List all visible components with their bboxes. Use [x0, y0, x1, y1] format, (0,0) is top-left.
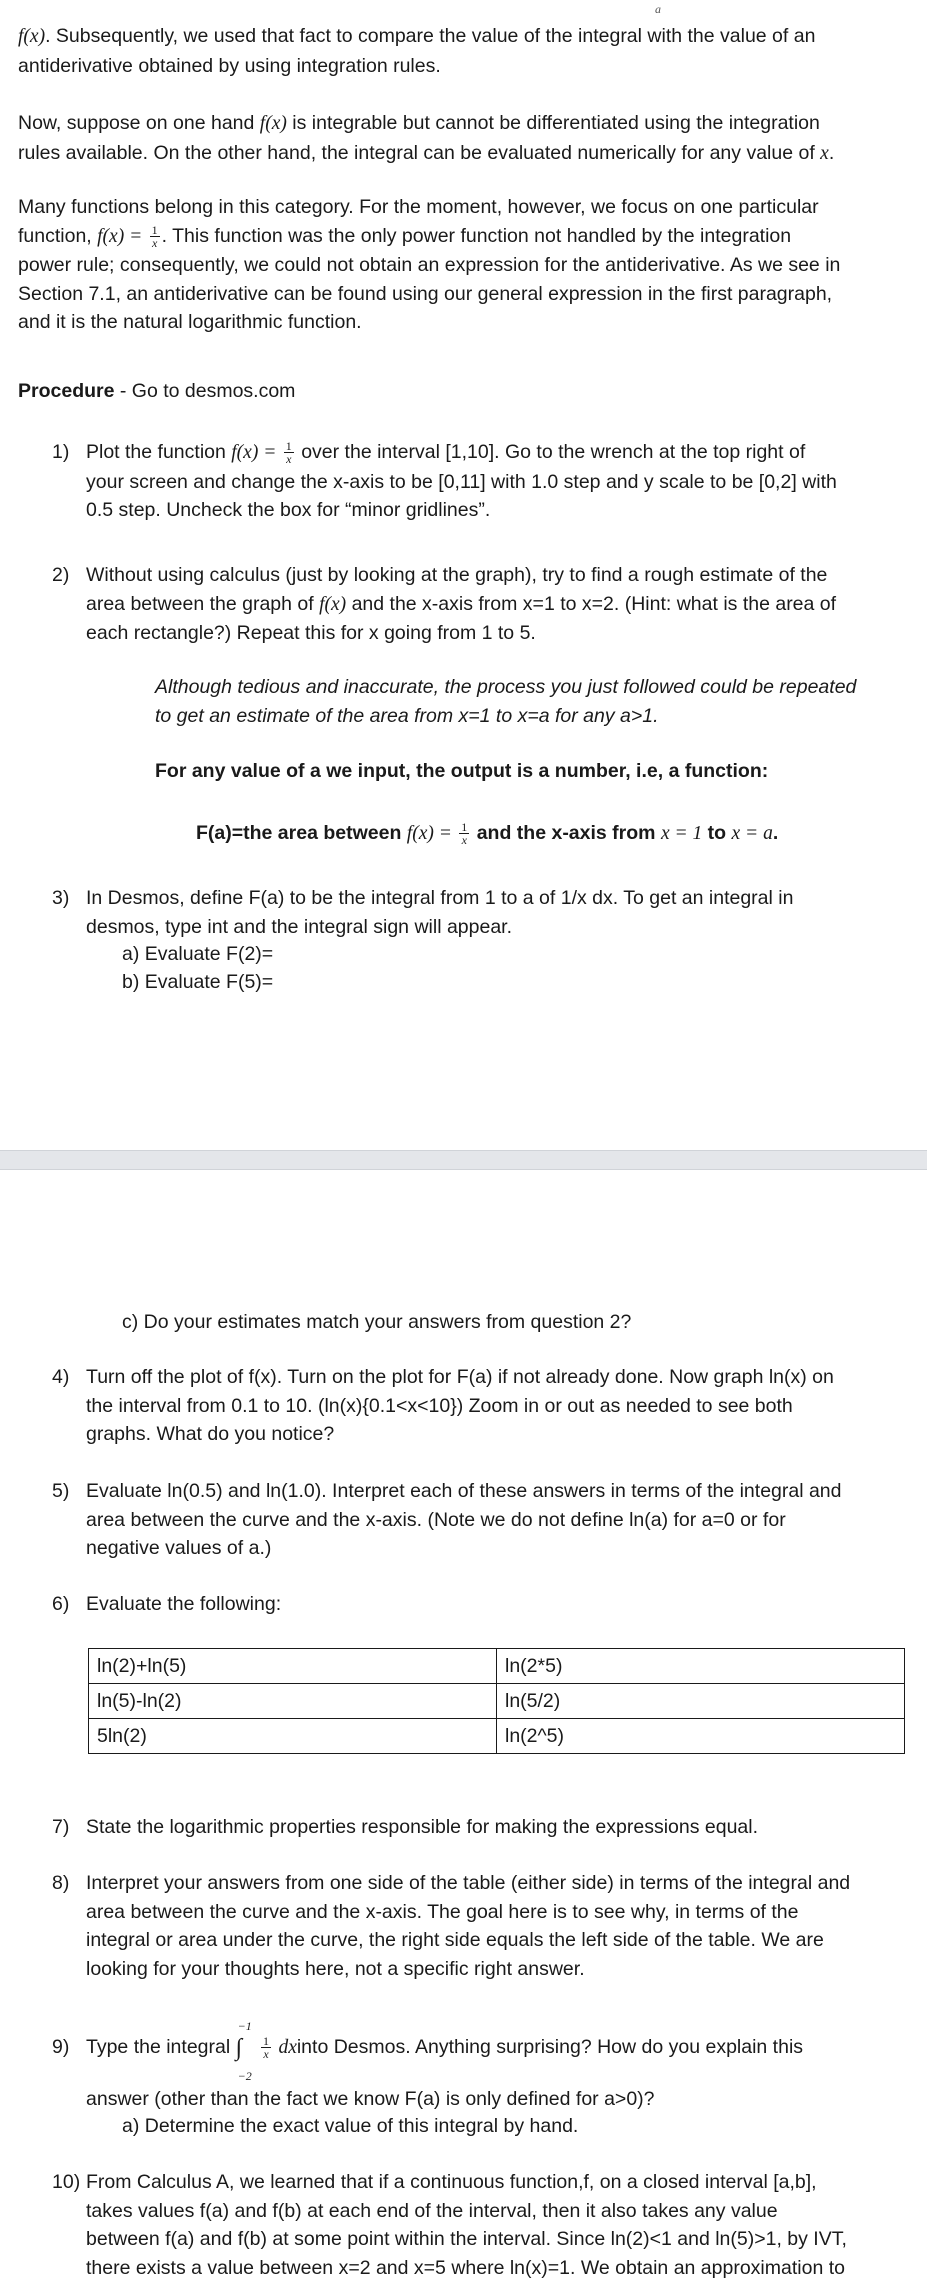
integral-sign-icon: −1 ∫ −2 — [235, 2018, 252, 2083]
table-cell: ln(5/2) — [497, 1684, 905, 1719]
item-1: Plot the function f(x) = $\frac{1}{x}$ over the interval [1,10]. Go to the wrench at the top right of your screen and change the x-axis to be [0,11] with 1.0 step and y scale to be [0,2] with 0.5 step. Uncheck the box for “minor gridlines”. — [86, 439, 837, 521]
item-9a: a) Determine the exact value of this integral by hand. — [122, 2115, 579, 2137]
paragraph-category: Many functions belong in this category. For the moment, however, we focus on one particular function, f(x) = $\frac{1}{x}$ . This function was the only power function not handled by the integration power rule; consequently, we could not obtain an expression for the antiderivative. As we see in Section 7.1, an antiderivative can be found using our general expression in the first paragraph, and it is the natural logarithmic function. — [18, 196, 841, 333]
item-3a: a) Evaluate F(2)= — [122, 943, 274, 965]
table-cell: ln(2*5) — [497, 1649, 905, 1684]
integral-limit-fragment: a — [655, 2, 661, 16]
fraction-one-over-x: $\frac{1}{x}$ — [285, 439, 292, 467]
item-7-number: 7) — [52, 1816, 70, 1838]
fraction-one-over-x: $\frac{1}{x}$ — [151, 222, 158, 250]
note-tedious: Although tedious and inaccurate, the process you just followed could be repeated to get an estimate of the area from x=1 to x=a for any a>1. — [155, 676, 857, 727]
item-2-number: 2) — [52, 564, 70, 586]
table-cell: 5ln(2) — [89, 1719, 497, 1754]
table-cell: ln(2)+ln(5) — [89, 1649, 497, 1684]
item-5: Evaluate ln(0.5) and ln(1.0). Interpret each of these answers in terms of the integral and area between the curve and the x-axis. (Note we do not define ln(a) for a=0 or for negative values of a.) — [86, 1480, 842, 1559]
item-8-number: 8) — [52, 1872, 70, 1894]
intro-paragraph: f(x). Subsequently, we used that fact to compare the value of the integral with the value of an antiderivative obtained by using integration rules. — [18, 25, 816, 77]
item-7: State the logarithmic properties responsible for making the expressions equal. — [86, 1816, 759, 1838]
item-3-number: 3) — [52, 887, 70, 909]
table-row — [89, 1684, 905, 1719]
item-4: Turn off the plot of f(x). Turn on the plot for F(a) if not already done. Now graph ln(x) on the interval from 0.1 to 10. (ln(x){0.1<x<10}) Zoom in or out as needed to see both graphs. What do you notice? — [86, 1366, 834, 1445]
log-properties-table — [88, 1648, 905, 1754]
item-2: Without using calculus (just by looking at the graph), try to find a rough estimate of the area between the graph of f(x) and the x-axis from x=1 to x=2. (Hint: what is the area of each rectangle?) Repeat this for x going from 1 to 5. — [86, 564, 837, 644]
fraction-one-over-x: $\frac{1}{x}$ — [263, 2034, 270, 2062]
item-4-number: 4) — [52, 1366, 70, 1388]
definition-F-of-a: F(a)=the area between f(x) = $\frac{1}{x}$ and the x-axis from x = 1 to x = a. — [196, 820, 779, 848]
item-6: Evaluate the following: — [86, 1593, 282, 1615]
item-9: Type the integral −1 ∫ −2 $\frac{1}{x}$ dxinto Desmos. Anything surprising? How do you explain this — [86, 2018, 804, 2083]
item-10-number: 10) — [52, 2171, 81, 2193]
procedure-heading: Procedure - Go to desmos.com — [18, 380, 296, 402]
paragraph-integrable: Now, suppose on one hand f(x) is integrable but cannot be differentiated using the integration rules available. On the other hand, the integral can be evaluated numerically for any value of x. — [18, 112, 835, 164]
table-cell: ln(2^5) — [497, 1719, 905, 1754]
item-3b: b) Evaluate F(5)= — [122, 971, 274, 993]
table-row — [89, 1649, 905, 1684]
item-3: In Desmos, define F(a) to be the integral from 1 to a of 1/x dx. To get an integral in desmos, type int and the integral sign will appear. — [86, 887, 794, 938]
item-5-number: 5) — [52, 1480, 70, 1502]
item-8: Interpret your answers from one side of the table (either side) in terms of the integral and area between the curve and the x-axis. The goal here is to see why, in terms of the integral or area under the curve, the right side equals the left side of the table. We are looking for your thoughts here, not a specific right answer. — [86, 1872, 851, 1980]
item-10: From Calculus A, we learned that if a continuous function,f, on a closed interval [a,b], takes values f(a) and f(b) at each end of the interval, then it also takes any value between f(a) and f(b) at some point within the interval. Since ln(2)<1 and ln(5)>1, by IVT, there exists a value between x=2 and x=5 where ln(x)=1. We obtain an approximation to — [86, 2171, 847, 2279]
fraction-one-over-x: $\frac{1}{x}$ — [461, 820, 468, 848]
function-statement: For any value of a we input, the output is a number, i.e, a function: — [155, 760, 769, 782]
item-9-line-2: answer (other than the fact we know F(a) is only defined for a>0)? — [86, 2088, 655, 2110]
item-3c: c) Do your estimates match your answers from question 2? — [122, 1311, 632, 1333]
table-cell: ln(5)-ln(2) — [89, 1684, 497, 1719]
item-1-number: 1) — [52, 441, 70, 463]
item-6-number: 6) — [52, 1593, 70, 1615]
page-break — [0, 1150, 927, 1170]
table-row — [89, 1719, 905, 1754]
item-9-number: 9) — [52, 2036, 70, 2058]
